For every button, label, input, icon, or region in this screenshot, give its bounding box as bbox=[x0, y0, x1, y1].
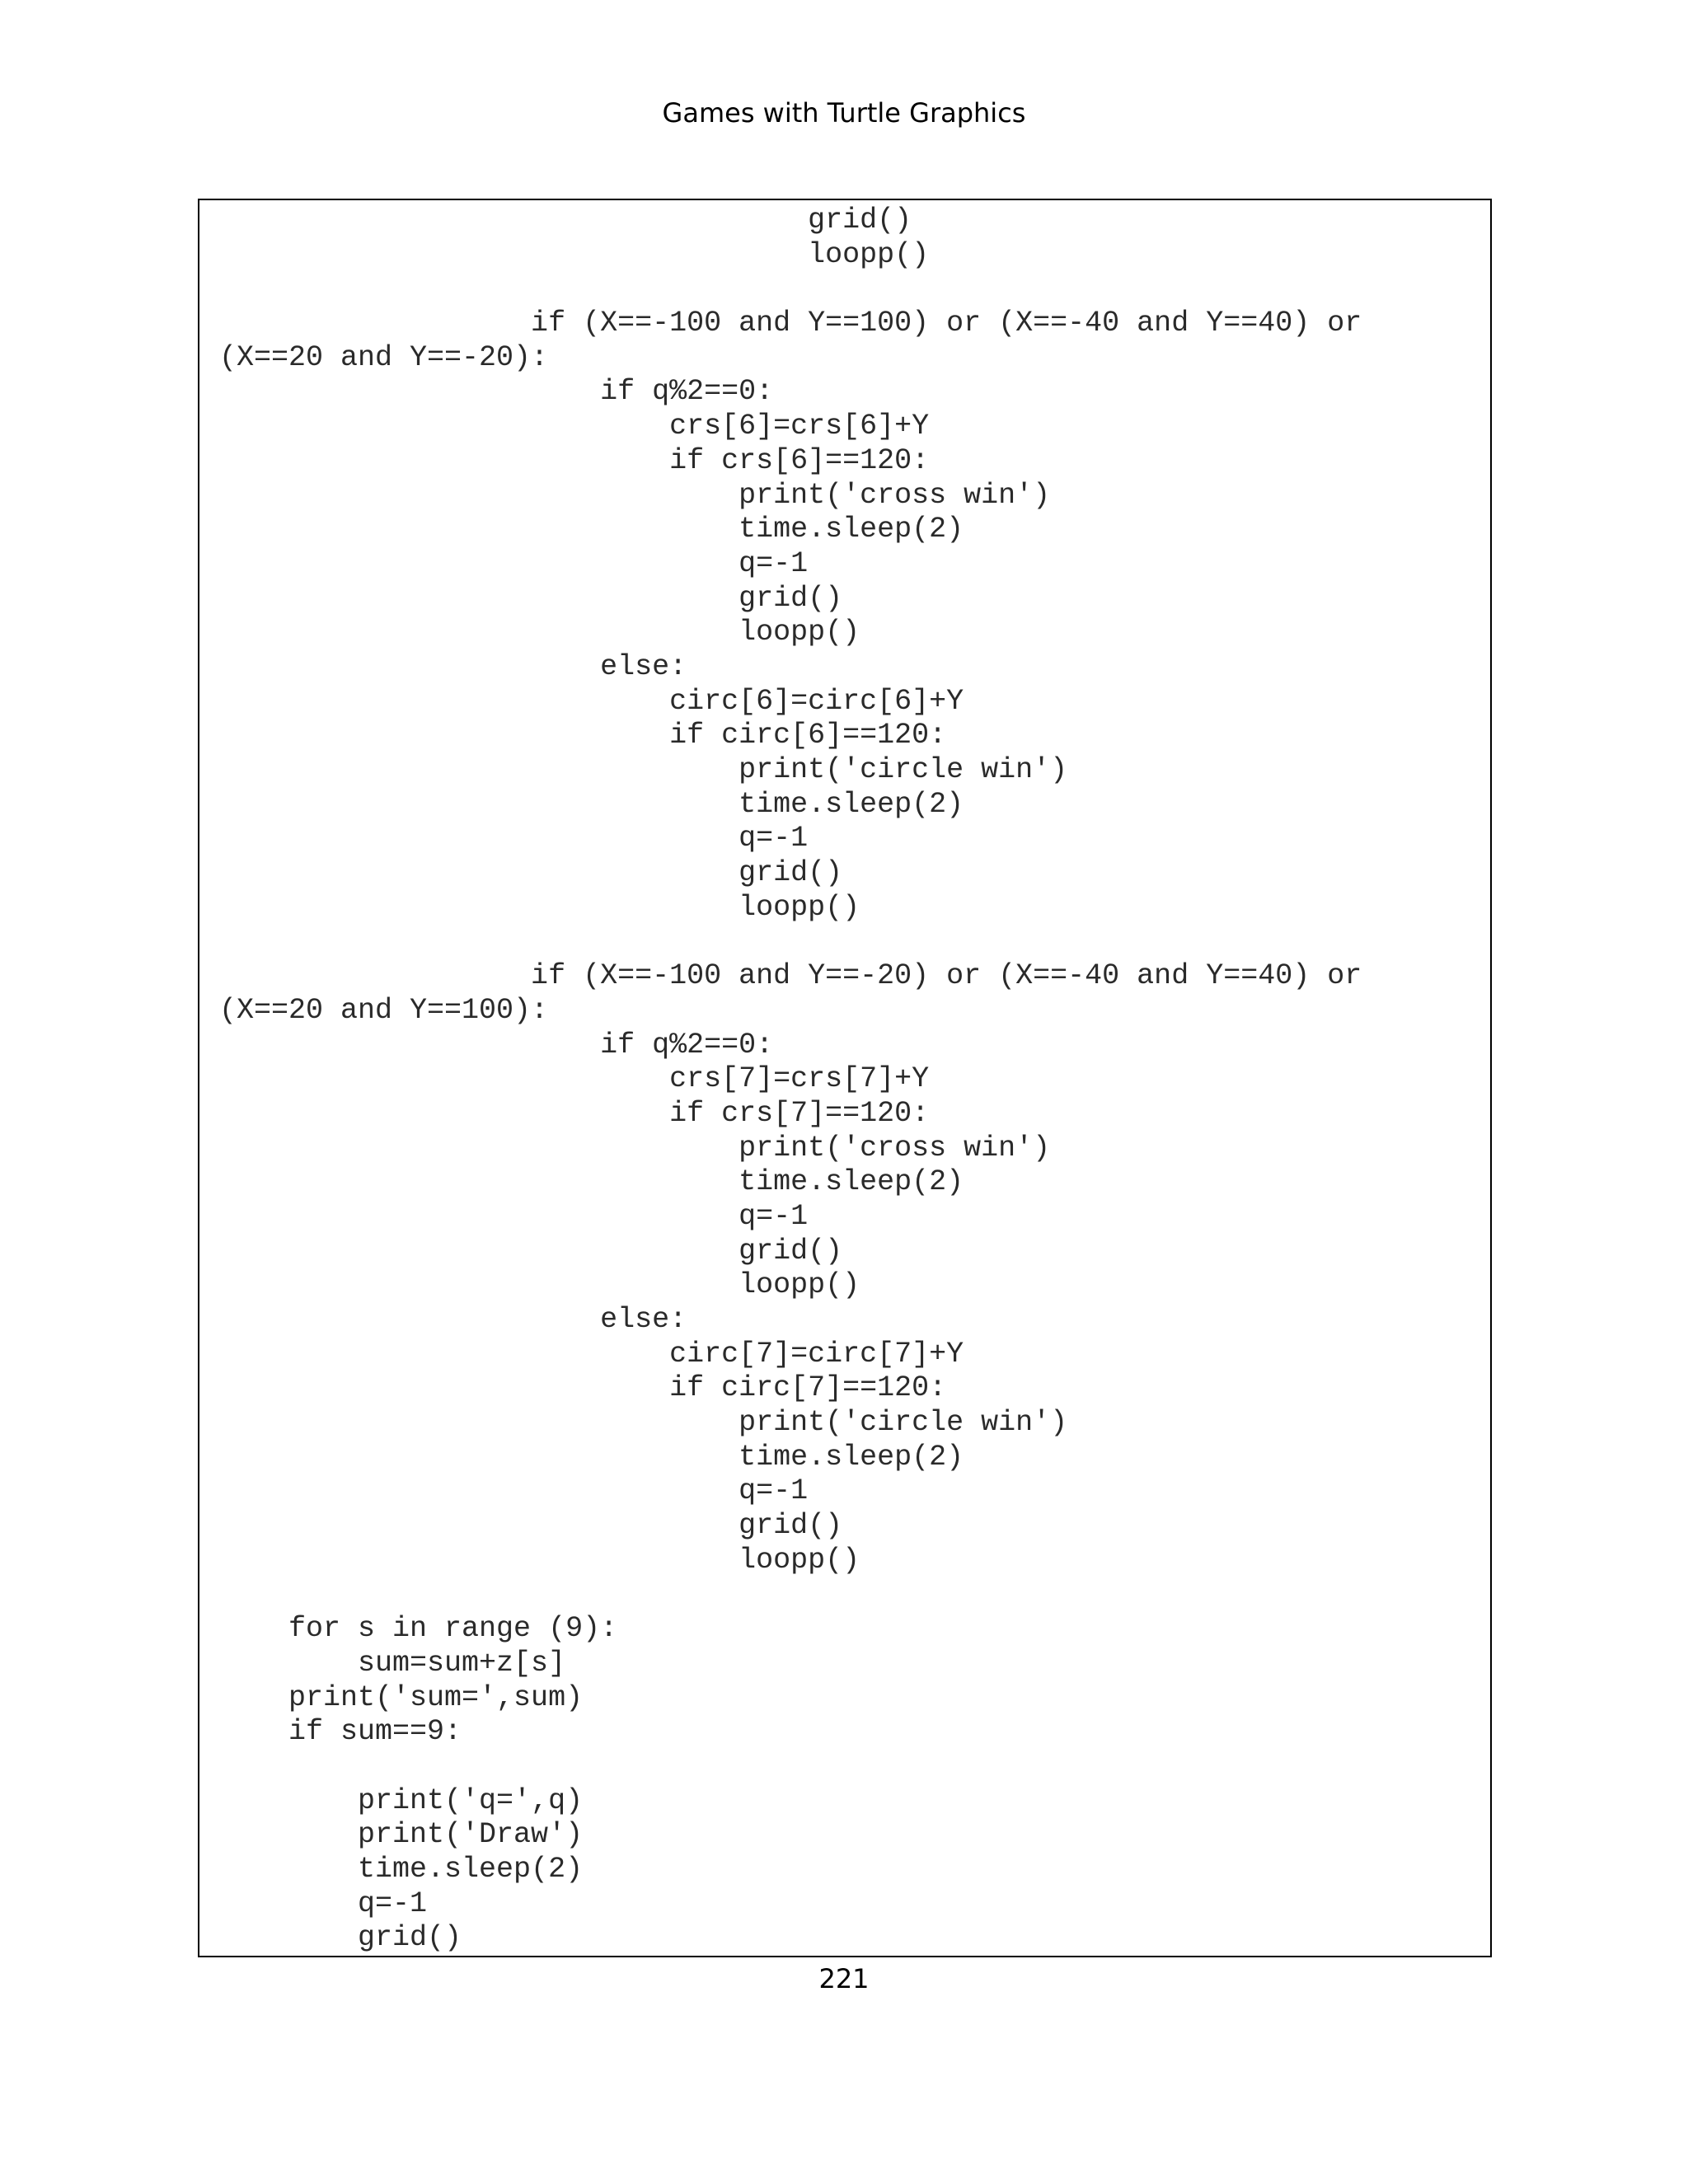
code-lines bbox=[219, 204, 1362, 1956]
code-line: crs[6]=crs[6]+Y bbox=[219, 410, 930, 443]
code-line: else: bbox=[219, 649, 687, 683]
code-line: crs[7]=crs[7]+Y bbox=[219, 1062, 930, 1096]
code-line: else: bbox=[219, 1303, 687, 1336]
code-listing bbox=[198, 199, 1492, 1957]
code-line: if (X==-100 and Y==100) or (X==-40 and Y==40) or bbox=[219, 307, 1362, 340]
code-line: grid() bbox=[219, 1921, 462, 1955]
code-line: q=-1 bbox=[219, 1199, 809, 1233]
code-line: print('circle win') bbox=[219, 1406, 1068, 1440]
code-line: if circ[7]==120: bbox=[219, 1371, 947, 1405]
code-line: loopp() bbox=[219, 616, 860, 649]
code-line: if q%2==0: bbox=[219, 1028, 774, 1062]
code-line: if crs[7]==120: bbox=[219, 1096, 930, 1130]
code-line bbox=[219, 1578, 1362, 1613]
code-line: print('circle win') bbox=[219, 753, 1068, 786]
code-line: print('q=',q) bbox=[219, 1783, 584, 1817]
code-line: if sum==9: bbox=[219, 1715, 462, 1749]
code-line: circ[6]=circ[6]+Y bbox=[219, 684, 964, 718]
code-line: if q%2==0: bbox=[219, 375, 774, 409]
code-line: loopp() bbox=[219, 1268, 860, 1302]
code-line: print('cross win') bbox=[219, 478, 1051, 512]
code-line: print('Draw') bbox=[219, 1818, 584, 1852]
code-line: time.sleep(2) bbox=[219, 1165, 964, 1199]
code-line: if circ[6]==120: bbox=[219, 719, 947, 752]
code-line bbox=[219, 1750, 1362, 1784]
code-line: loopp() bbox=[219, 890, 860, 924]
code-line: (X==20 and Y==-20): bbox=[219, 340, 549, 374]
code-line: grid() bbox=[219, 1234, 843, 1268]
page-number: 221 bbox=[818, 1963, 870, 1994]
code-line: sum=sum+z[s] bbox=[219, 1646, 566, 1680]
code-line: print('cross win') bbox=[219, 1131, 1051, 1165]
code-line bbox=[219, 272, 1362, 307]
code-line: time.sleep(2) bbox=[219, 1853, 584, 1886]
code-line: (X==20 and Y==100): bbox=[219, 993, 549, 1027]
code-line: loopp() bbox=[219, 237, 930, 271]
running-header: Games with Turtle Graphics bbox=[662, 97, 1026, 129]
code-line: loopp() bbox=[219, 1543, 860, 1577]
code-line: q=-1 bbox=[219, 1474, 809, 1508]
code-line: grid() bbox=[219, 581, 843, 615]
code-line: if (X==-100 and Y==-20) or (X==-40 and Y==40) or bbox=[219, 959, 1362, 993]
code-line bbox=[219, 925, 1362, 959]
code-line: time.sleep(2) bbox=[219, 1440, 964, 1474]
code-line: time.sleep(2) bbox=[219, 513, 964, 546]
code-line: print('sum=',sum) bbox=[219, 1680, 584, 1714]
code-line: grid() bbox=[219, 856, 843, 890]
code-line: q=-1 bbox=[219, 822, 809, 855]
code-line: q=-1 bbox=[219, 546, 809, 580]
code-line: grid() bbox=[219, 204, 912, 237]
code-line: for s in range (9): bbox=[219, 1612, 618, 1646]
code-line: circ[7]=circ[7]+Y bbox=[219, 1337, 964, 1371]
code-line: grid() bbox=[219, 1509, 843, 1543]
code-line: time.sleep(2) bbox=[219, 787, 964, 821]
code-line: q=-1 bbox=[219, 1886, 428, 1920]
code-line: if crs[6]==120: bbox=[219, 443, 930, 477]
